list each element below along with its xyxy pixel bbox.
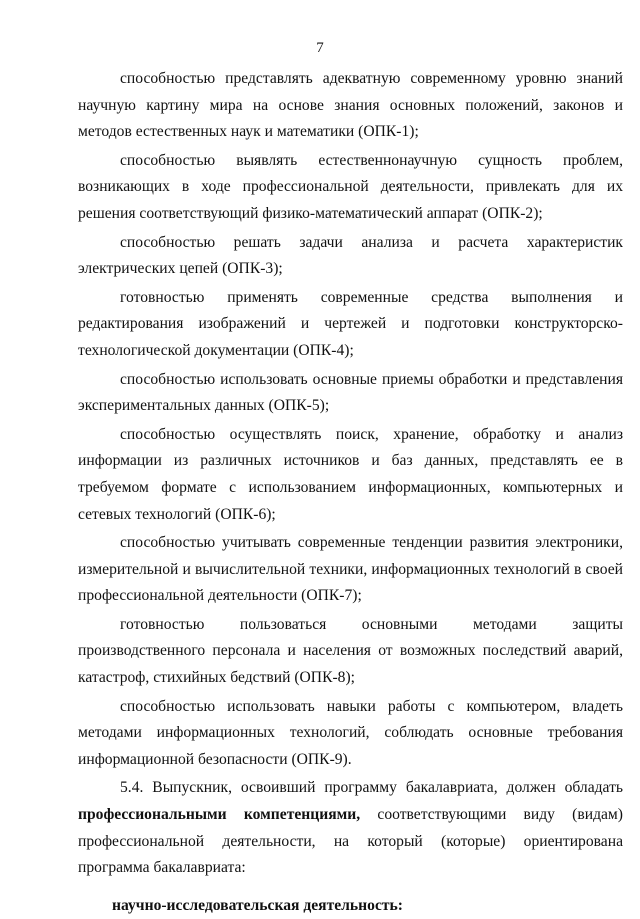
competency-opk-6: способностью осуществлять поиск, хранение, обработку и анализ информации из различных источников и баз данных, представлять ее в требуемом формате с использованием информационных, компьютерных и сетевых технологий (ОПК-6); bbox=[78, 425, 623, 523]
competency-opk-7: способностью учитывать современные тенденции развития электроники, измерительной и вычислительной техники, информационных технологий в своей профессиональной деятельности (ОПК-7); bbox=[78, 534, 623, 605]
page-number: 7 bbox=[316, 40, 324, 56]
clause-bold-term: профессиональными компетенциями, bbox=[78, 806, 361, 824]
section-heading: научно-исследовательская деятельность: bbox=[112, 896, 403, 914]
clause-lead: 5.4. Выпускник, освоивший программу бакалавриата, должен обладать bbox=[120, 779, 623, 797]
competency-opk-2: способностью выявлять естественнонаучную сущность проблем, возникающих в ходе профессиональной деятельности, привлекать для их решения соответствующий физико-математический аппарат (ОПК-2); bbox=[78, 151, 623, 222]
competency-opk-5: способностью использовать основные приемы обработки и представления экспериментальных данных (ОПК-5); bbox=[78, 370, 623, 415]
competency-opk-9: способностью использовать навыки работы с компьютером, владеть методами информационных технологий, соблюдать основные требования информационной безопасности (ОПК-9). bbox=[78, 697, 623, 768]
page-content bbox=[78, 66, 623, 919]
competency-opk-3: способностью решать задачи анализа и расчета характеристик электрических цепей (ОПК-3); bbox=[78, 233, 623, 278]
competency-opk-8: готовностью пользоваться основными методами защиты производственного персонала и населения от возможных последствий аварий, катастроф, стихийных бедствий (ОПК-8); bbox=[78, 615, 623, 687]
competency-opk-1: способностью представлять адекватную современному уровню знаний научную картину мира на основе знания основных положений, законов и методов естественных наук и математики (ОПК-1); bbox=[78, 70, 623, 141]
competency-opk-4: готовностью применять современные средства выполнения и редактирования изображений и чертежей и подготовки конструкторско-технологической документации (ОПК-4); bbox=[78, 288, 623, 359]
clause-5-4 bbox=[78, 775, 623, 881]
clause-tail: соответствующими виду (видам) профессиональной деятельности, на который (которые) ориентирована программа бакалавриата: bbox=[78, 806, 623, 877]
